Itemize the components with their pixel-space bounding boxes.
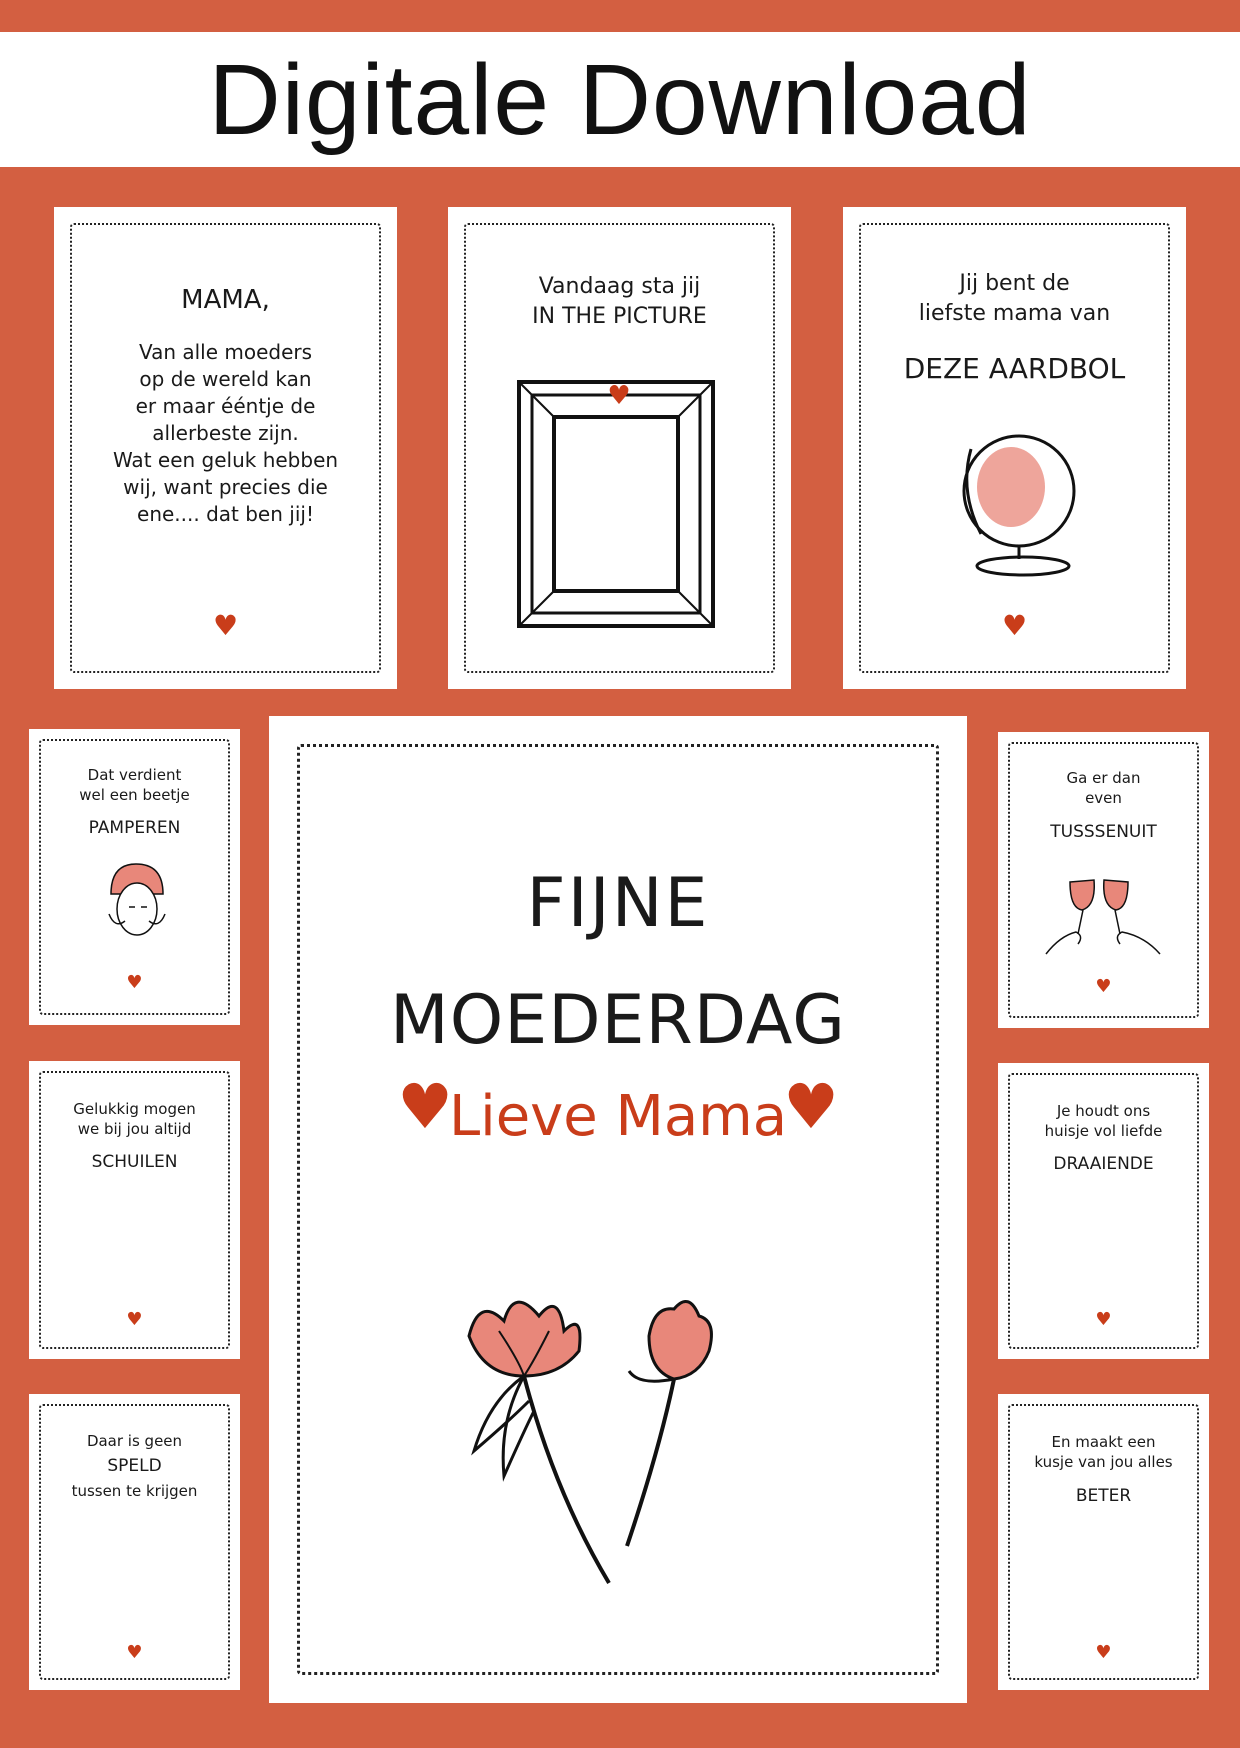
heart-icon: ♥ (212, 609, 239, 642)
card-line: IN THE PICTURE (532, 303, 707, 329)
heart-icon: ♥ (607, 381, 631, 411)
card-keyword: PAMPEREN (88, 818, 181, 838)
heart-icon: ♥ (1001, 609, 1028, 642)
card-keyword: TUSSSENUIT (1050, 822, 1157, 842)
card-message (29, 1099, 240, 1140)
card-line: ene.... dat ben jij! (137, 502, 314, 526)
wine-glasses-icon (1042, 872, 1167, 957)
card-message (843, 269, 1186, 328)
card-line: allerbeste zijn. (152, 421, 299, 445)
card-message (448, 272, 791, 331)
heart-icon: ♥ (1095, 976, 1112, 997)
card-line: Jij bent de (959, 271, 1070, 296)
card-main (269, 716, 967, 1703)
card-line: op de wereld kan (139, 367, 312, 391)
card-picture (448, 207, 791, 689)
header-banner (0, 32, 1240, 167)
card-message (998, 1101, 1209, 1142)
card-pamperen (29, 729, 240, 1025)
heart-icon: ♥ (126, 972, 143, 993)
card-keyword: DEZE AARDBOL (903, 352, 1126, 385)
card-line: huisje vol liefde (1044, 1122, 1163, 1141)
card-line: even (1085, 789, 1122, 808)
card-schuilen (29, 1061, 240, 1359)
card-line: Wat een geluk hebben (112, 448, 339, 472)
card-message (998, 768, 1209, 809)
card-speld (29, 1394, 240, 1690)
heart-icon: ♥ (1095, 1642, 1112, 1663)
card-line: wij, want precies die (123, 475, 328, 499)
card-line: er maar ééntje de (135, 394, 316, 418)
main-subtitle: Lieve Mama (448, 1084, 788, 1149)
main-title-line2: MOEDERDAG (390, 981, 846, 1060)
card-line: kusje van jou alles (1034, 1453, 1173, 1472)
card-line: Je houdt ons (1056, 1102, 1151, 1120)
card-tussenuit (998, 732, 1209, 1028)
card-line: Gelukkig mogen (73, 1100, 196, 1118)
picture-frame-icon (516, 379, 716, 629)
card-keyword: DRAAIENDE (1053, 1154, 1154, 1174)
card-globe (843, 207, 1186, 689)
card-keyword: SPELD (107, 1456, 162, 1476)
globe-icon (951, 429, 1081, 579)
card-beter (998, 1394, 1209, 1690)
card-message (29, 765, 240, 806)
main-title-line1: FIJNE (526, 864, 710, 943)
card-message (54, 339, 397, 528)
card-line: wel een beetje (79, 786, 190, 805)
page-title: Digitale Download (208, 43, 1032, 156)
card-keyword: BETER (1075, 1486, 1132, 1506)
flowers-icon (459, 1291, 749, 1591)
heart-icon: ♥ (1095, 1309, 1112, 1330)
card-line: Ga er dan (1066, 769, 1141, 787)
card-line: En maakt een (1051, 1433, 1156, 1451)
card-draaiende (998, 1063, 1209, 1359)
card-line: Dat verdient (87, 766, 182, 784)
card-line: Vandaag sta jij (538, 274, 701, 299)
card-line: Daar is geen (86, 1432, 183, 1450)
card-mama (54, 207, 397, 689)
card-keyword: SCHUILEN (91, 1152, 178, 1172)
card-heading: MAMA, (181, 285, 270, 315)
card-message (998, 1432, 1209, 1473)
card-line: tussen te krijgen (71, 1482, 198, 1500)
card-line: liefste mama van (918, 300, 1111, 326)
heart-icon: ♥ (126, 1642, 143, 1663)
heart-icon: ♥ (397, 1070, 453, 1143)
card-line: we bij jou altijd (77, 1120, 192, 1139)
heart-icon: ♥ (126, 1309, 143, 1330)
towel-face-icon (101, 859, 171, 949)
card-line: Van alle moeders (138, 340, 313, 364)
heart-icon: ♥ (783, 1070, 839, 1143)
